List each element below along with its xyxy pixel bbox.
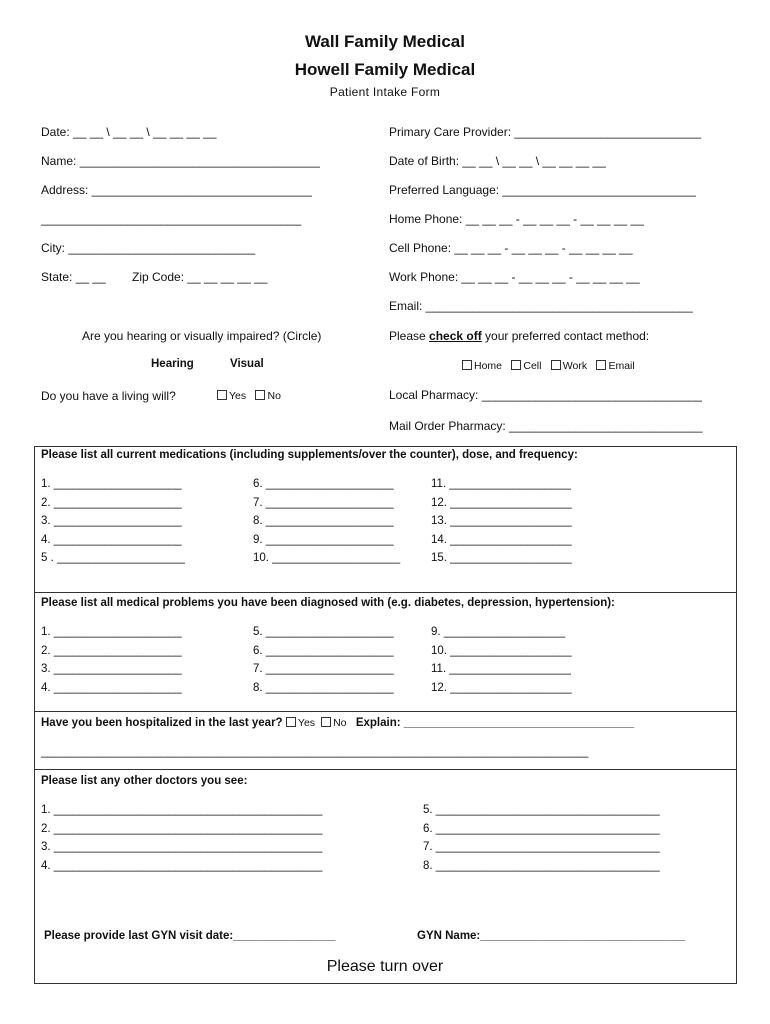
hospital-no-label: No: [333, 717, 347, 729]
contact-home-checkbox[interactable]: [462, 360, 472, 370]
living-will-question: Do you have a living will?: [41, 389, 176, 403]
contact-cell-checkbox[interactable]: [511, 360, 521, 370]
list-item[interactable]: 7. ____________________: [253, 663, 394, 676]
home-phone-field[interactable]: Home Phone: __ __ __ - __ __ __ - __ __ __ __: [389, 212, 644, 226]
list-item[interactable]: 7. ___________________________________: [423, 841, 660, 854]
list-item[interactable]: 10. ___________________: [431, 644, 572, 657]
gyn-name-field[interactable]: GYN Name:________________________________: [417, 930, 685, 942]
living-will-no-checkbox[interactable]: [255, 390, 265, 400]
gyn-visit-field[interactable]: Please provide last GYN visit date:________________: [44, 930, 336, 942]
local-pharmacy-field[interactable]: Local Pharmacy: _________________________________: [389, 388, 702, 402]
impaired-question: Are you hearing or visually impaired? (Circle): [82, 329, 322, 343]
email-field[interactable]: Email: ________________________________________: [389, 299, 693, 313]
list-item[interactable]: 7. ____________________: [253, 496, 394, 509]
name-field[interactable]: Name: ____________________________________: [41, 154, 320, 168]
list-item[interactable]: 2. ____________________: [41, 644, 182, 657]
list-item[interactable]: 5. ____________________: [253, 626, 394, 638]
list-item[interactable]: 2. ____________________: [41, 496, 182, 509]
list-item[interactable]: 8. ____________________: [253, 515, 394, 528]
contact-check-emphasis: check off: [429, 329, 482, 343]
living-will-yes-label: Yes: [229, 390, 247, 402]
list-item[interactable]: 6. ___________________________________: [423, 822, 660, 835]
doctors-heading: Please list any other doctors you see:: [41, 775, 248, 787]
divider: [34, 592, 737, 593]
list-item[interactable]: 11. ___________________: [431, 478, 571, 490]
list-item[interactable]: 11. ___________________: [431, 663, 571, 676]
cell-phone-field[interactable]: Cell Phone: __ __ __ - __ __ __ - __ __ __ __: [389, 241, 633, 255]
clinic-name-2: Howell Family Medical: [294, 60, 476, 79]
form-title: Patient Intake Form: [329, 85, 441, 99]
hospital-explain-field[interactable]: Explain: ____________________________________: [355, 717, 635, 729]
living-will-yes-checkbox[interactable]: [217, 390, 227, 400]
mail-pharmacy-field[interactable]: Mail Order Pharmacy: _____________________________: [389, 419, 703, 433]
list-item[interactable]: 12. ___________________: [431, 681, 572, 694]
list-item[interactable]: 15. ___________________: [431, 552, 572, 565]
address-field[interactable]: Address: _________________________________: [41, 183, 312, 197]
list-item[interactable]: 3. ____________________: [41, 663, 182, 676]
divider: [34, 769, 737, 770]
list-item[interactable]: 3. ____________________: [41, 515, 182, 528]
problems-heading: Please list all medical problems you have been diagnosed with (e.g. diabetes, depression, hypertension):: [41, 597, 615, 609]
list-item[interactable]: 1. __________________________________________: [41, 804, 323, 816]
contact-home-label: Home: [474, 360, 503, 372]
list-item[interactable]: 1. ____________________: [41, 478, 182, 490]
list-item[interactable]: 5. ___________________________________: [423, 804, 660, 816]
list-item[interactable]: 14. ___________________: [431, 533, 572, 546]
list-item[interactable]: 9. ____________________: [253, 533, 394, 546]
hospital-question: Have you been hospitalized in the last year?: [41, 717, 283, 729]
hospital-yes-label: Yes: [297, 717, 316, 729]
date-field[interactable]: Date: __ __ \ __ __ \ __ __ __ __: [41, 125, 217, 139]
contact-work-label: Work: [562, 360, 588, 372]
hospital-yes-checkbox[interactable]: [286, 717, 296, 727]
contact-method-question: [389, 329, 649, 343]
list-item[interactable]: 4. __________________________________________: [41, 859, 323, 872]
contact-work-checkbox[interactable]: [551, 360, 561, 370]
contact-cell-label: Cell: [523, 360, 542, 372]
city-field[interactable]: City: ____________________________: [41, 241, 256, 255]
list-item[interactable]: 4. ____________________: [41, 681, 182, 694]
list-item[interactable]: 13. ___________________: [431, 515, 572, 528]
contact-email-label: Email: [608, 360, 635, 372]
list-item[interactable]: 4. ____________________: [41, 533, 182, 546]
contact-post: your preferred contact method:: [481, 329, 650, 343]
list-item[interactable]: 1. ____________________: [41, 626, 182, 638]
list-item[interactable]: 6. ____________________: [253, 644, 394, 657]
list-item[interactable]: 6. ____________________: [253, 478, 394, 490]
visual-option[interactable]: Visual: [230, 358, 264, 370]
list-item[interactable]: 10. ____________________: [253, 552, 401, 565]
list-item[interactable]: 8. ___________________________________: [423, 859, 660, 872]
contact-method-options: [462, 358, 641, 372]
zip-field[interactable]: Zip Code: __ __ __ __ __: [132, 270, 268, 284]
state-field[interactable]: State: __ __: [41, 270, 106, 284]
contact-pre: Please: [389, 329, 430, 343]
list-item[interactable]: 8. ____________________: [253, 681, 394, 694]
living-will-options: [217, 388, 287, 402]
hearing-option[interactable]: Hearing: [151, 358, 194, 370]
list-item[interactable]: 2. __________________________________________: [41, 822, 323, 835]
hospital-no-checkbox[interactable]: [321, 717, 331, 727]
divider: [34, 711, 737, 712]
pcp-field[interactable]: Primary Care Provider: ____________________________: [389, 125, 702, 139]
hospital-explain-line[interactable]: __________________________________________________________________________________: [41, 744, 589, 758]
turn-over-note: Please turn over: [326, 958, 444, 975]
dob-field[interactable]: Date of Birth: __ __ \ __ __ \ __ __ __ __: [389, 154, 606, 168]
clinic-name-1: Wall Family Medical: [305, 32, 465, 51]
list-item[interactable]: 9. ___________________: [431, 626, 566, 638]
list-item[interactable]: 3. __________________________________________: [41, 841, 323, 854]
list-item[interactable]: 12. ___________________: [431, 496, 572, 509]
language-field[interactable]: Preferred Language: _____________________________: [389, 183, 696, 197]
work-phone-field[interactable]: Work Phone: __ __ __ - __ __ __ - __ __ __ __: [389, 270, 640, 284]
contact-email-checkbox[interactable]: [596, 360, 606, 370]
medications-heading: Please list all current medications (including supplements/over the counter), dose, and frequency:: [41, 449, 578, 461]
address-line2-field[interactable]: _______________________________________: [41, 212, 302, 226]
list-item[interactable]: 5 . ____________________: [41, 552, 185, 565]
hospital-row: [41, 715, 634, 729]
living-will-no-label: No: [267, 390, 281, 402]
